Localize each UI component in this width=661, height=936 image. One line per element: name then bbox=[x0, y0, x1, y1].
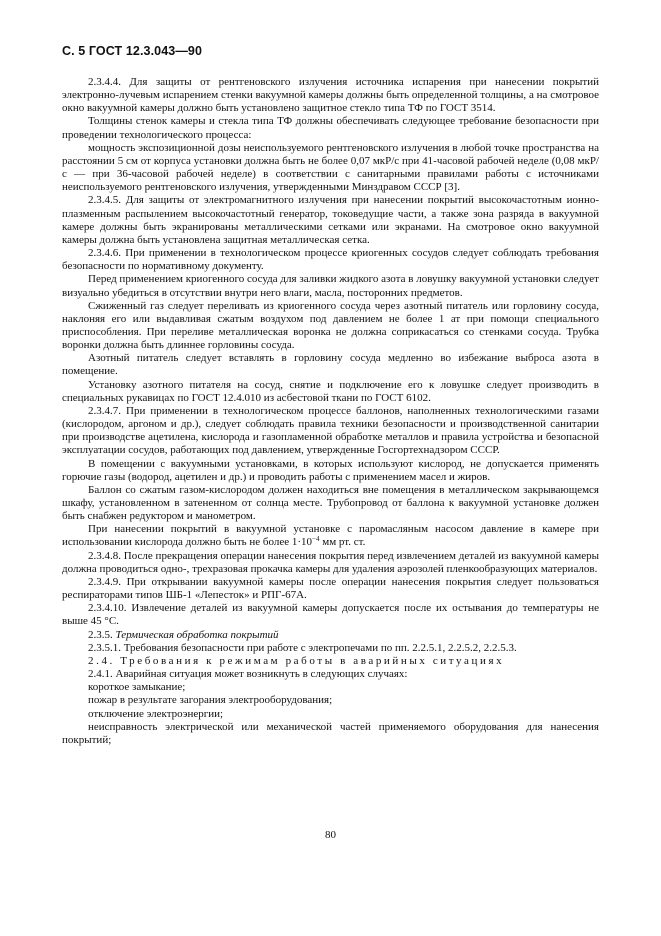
paragraph-2-3-4-5: 2.3.4.5. Для защиты от электромагнитного излучения при нанесении покрытий высокочастотным ионно-плазменным распылением высокочастотный генератор, токоведущие части, а также зона разряда в вакуумной камере должны быть экранированы металлическими сетками или экранами. На смотровое окно вакуумной камеры должна быть установлена защитная металлическая сетка. bbox=[62, 194, 599, 246]
paragraph-thickness-requirement: Толщины стенок камеры и стекла типа ТФ должны обеспечивать следующее требование безопасности при проведении технологического процесса: bbox=[62, 115, 599, 141]
paragraph-2-4-1: 2.4.1. Аварийная ситуация может возникнуть в следующих случаях: bbox=[88, 668, 408, 681]
paragraph-2-3-4-9: 2.3.4.9. При открывании вакуумной камеры после операции нанесения покрытия следует пользоваться респираторами типов ШБ-1 «Лепесток» и РПГ-67А. bbox=[62, 575, 599, 602]
body-text bbox=[62, 76, 599, 747]
paragraph-feeder-installation: Установку азотного питателя на сосуд, снятие и подключение его к ловушке следует производить в специальных рукавицах по ГОСТ 12.4.010 из асбестовой ткани по ГОСТ 6102. bbox=[62, 378, 599, 404]
paragraph-cryogenic-vessel-check: Перед применением криогенного сосуда для заливки жидкого азота в ловушку вакуумной установки следует визуально убедиться в отсутствии внутри него влаги, масла, посторонних предметов. bbox=[62, 273, 599, 299]
list-item: отключение электроэнергии; bbox=[88, 707, 224, 720]
paragraph-2-3-4-4: 2.3.4.4. Для защиты от рентгеновского излучения источника испарения при нанесении покрытий электронно-лучевым испарением стенки вакуумной камеры должны быть определенной толщины, а на смотровое окно вакуумной камеры должно быть установлено защитное стекло типа ТФ по ГОСТ 3514. bbox=[62, 76, 599, 115]
paragraph-liquefied-gas: Сжиженный газ следует переливать из криогенного сосуда через азотный питатель или горловину сосуда, наклоняя его или выдавливая сжатым воздухом под давлением не более 1 ат при помощи специального приспособления. При переливе металлическая воронка не должна соприкасаться со стенками сосуда. Трубка воронки должна быть длиннее горловины сосуда. bbox=[62, 299, 599, 352]
list-item: пожар в результате загорания электрооборудования; bbox=[88, 694, 333, 707]
page-number: 80 bbox=[325, 829, 336, 841]
paragraph-oxygen-pressure bbox=[62, 523, 599, 549]
paragraph-nitrogen-feeder: Азотный питатель следует вставлять в горловину сосуда медленно во избежание выброса азота в помещение. bbox=[62, 352, 599, 378]
section-number: 2.3.5. bbox=[88, 628, 113, 641]
paragraph-2-3-4-10: 2.3.4.10. Извлечение деталей из вакуумной камеры допускается после их остывания до температуры не выше 45 °С. bbox=[62, 602, 599, 628]
section-heading-2-3-5 bbox=[62, 629, 599, 642]
section-title: Термическая обработка покрытий bbox=[115, 628, 279, 641]
paragraph-2-3-4-6: 2.3.4.6. При применении в технологическом процессе криогенных сосудов следует соблюдать требования безопасности по нормативному документу. bbox=[62, 247, 599, 273]
running-header: С. 5 ГОСТ 12.3.043—90 bbox=[62, 44, 203, 58]
pressure-text: При нанесении покрытий в вакуумной установке с паромасляным насосом давление в камере при использовании кислорода должно быть не более 1·10 bbox=[62, 523, 599, 549]
section-heading-2-4: 2.4. Требования к режимам работы в аварийных ситуациях bbox=[88, 654, 505, 667]
list-item: короткое замыкание; bbox=[88, 681, 186, 694]
paragraph-oxygen-cylinder: Баллон со сжатым газом-кислородом должен находиться вне помещения в металлическом закрывающемся шкафу, установленном в затененном от солнца месте. Трубопровод от баллона к вакуумной установке должен быть снабжен редуктором и манометром. bbox=[62, 483, 599, 523]
paragraph-2-3-4-8: 2.3.4.8. После прекращения операции нанесения покрытия перед извлечением деталей из вакуумной камеры должна проводиться одно-, трехразовая прокачка камеры для удаления аэрозолей пленкообразующих материалов. bbox=[62, 549, 599, 575]
pressure-exponent: −4 bbox=[312, 535, 320, 544]
pressure-unit: мм рт. ст. bbox=[319, 536, 366, 549]
paragraph-2-3-4-7: 2.3.4.7. При применении в технологическом процессе баллонов, наполненных технологическими газами (кислородом, аргоном и др.), следует соблюдать правила техники безопасности и производственной санитарии при производстве ацетилена, кислорода и газопламенной обработке металлов и правила устройства и безопасной эксплуатации сосудов, работающих под давлением, утвержденные Госгортехнадзором СССР. bbox=[62, 404, 599, 457]
paragraph-2-3-5-1: 2.3.5.1. Требования безопасности при работе с электропечами по пп. 2.2.5.1, 2.2.5.2, 2.2.5.3. bbox=[88, 641, 517, 654]
paragraph-exposure-dose: мощность экспозиционной дозы неиспользуемого рентгеновского излучения в любой точке пространства на расстоянии 5 см от корпуса установки должна быть не более 0,07 мкР/с при 41-часовой рабочей неделе (0,08 мкР/с — при 36-часовой рабочей неделе) в соответствии с санитарными правилами работы с источниками неиспользуемого рентгеновского излучения, утвержденными Минздравом СССР [3]. bbox=[62, 141, 599, 194]
paragraph-oxygen-room: В помещении с вакуумными установками, в которых используют кислород, не допускается применять горючие газы (водород, ацетилен и др.) и проводить работы с применением масел и жиров. bbox=[62, 457, 599, 483]
list-item: неисправность электрической или механической частей применяемого оборудования для нанесения покрытий; bbox=[62, 720, 599, 746]
